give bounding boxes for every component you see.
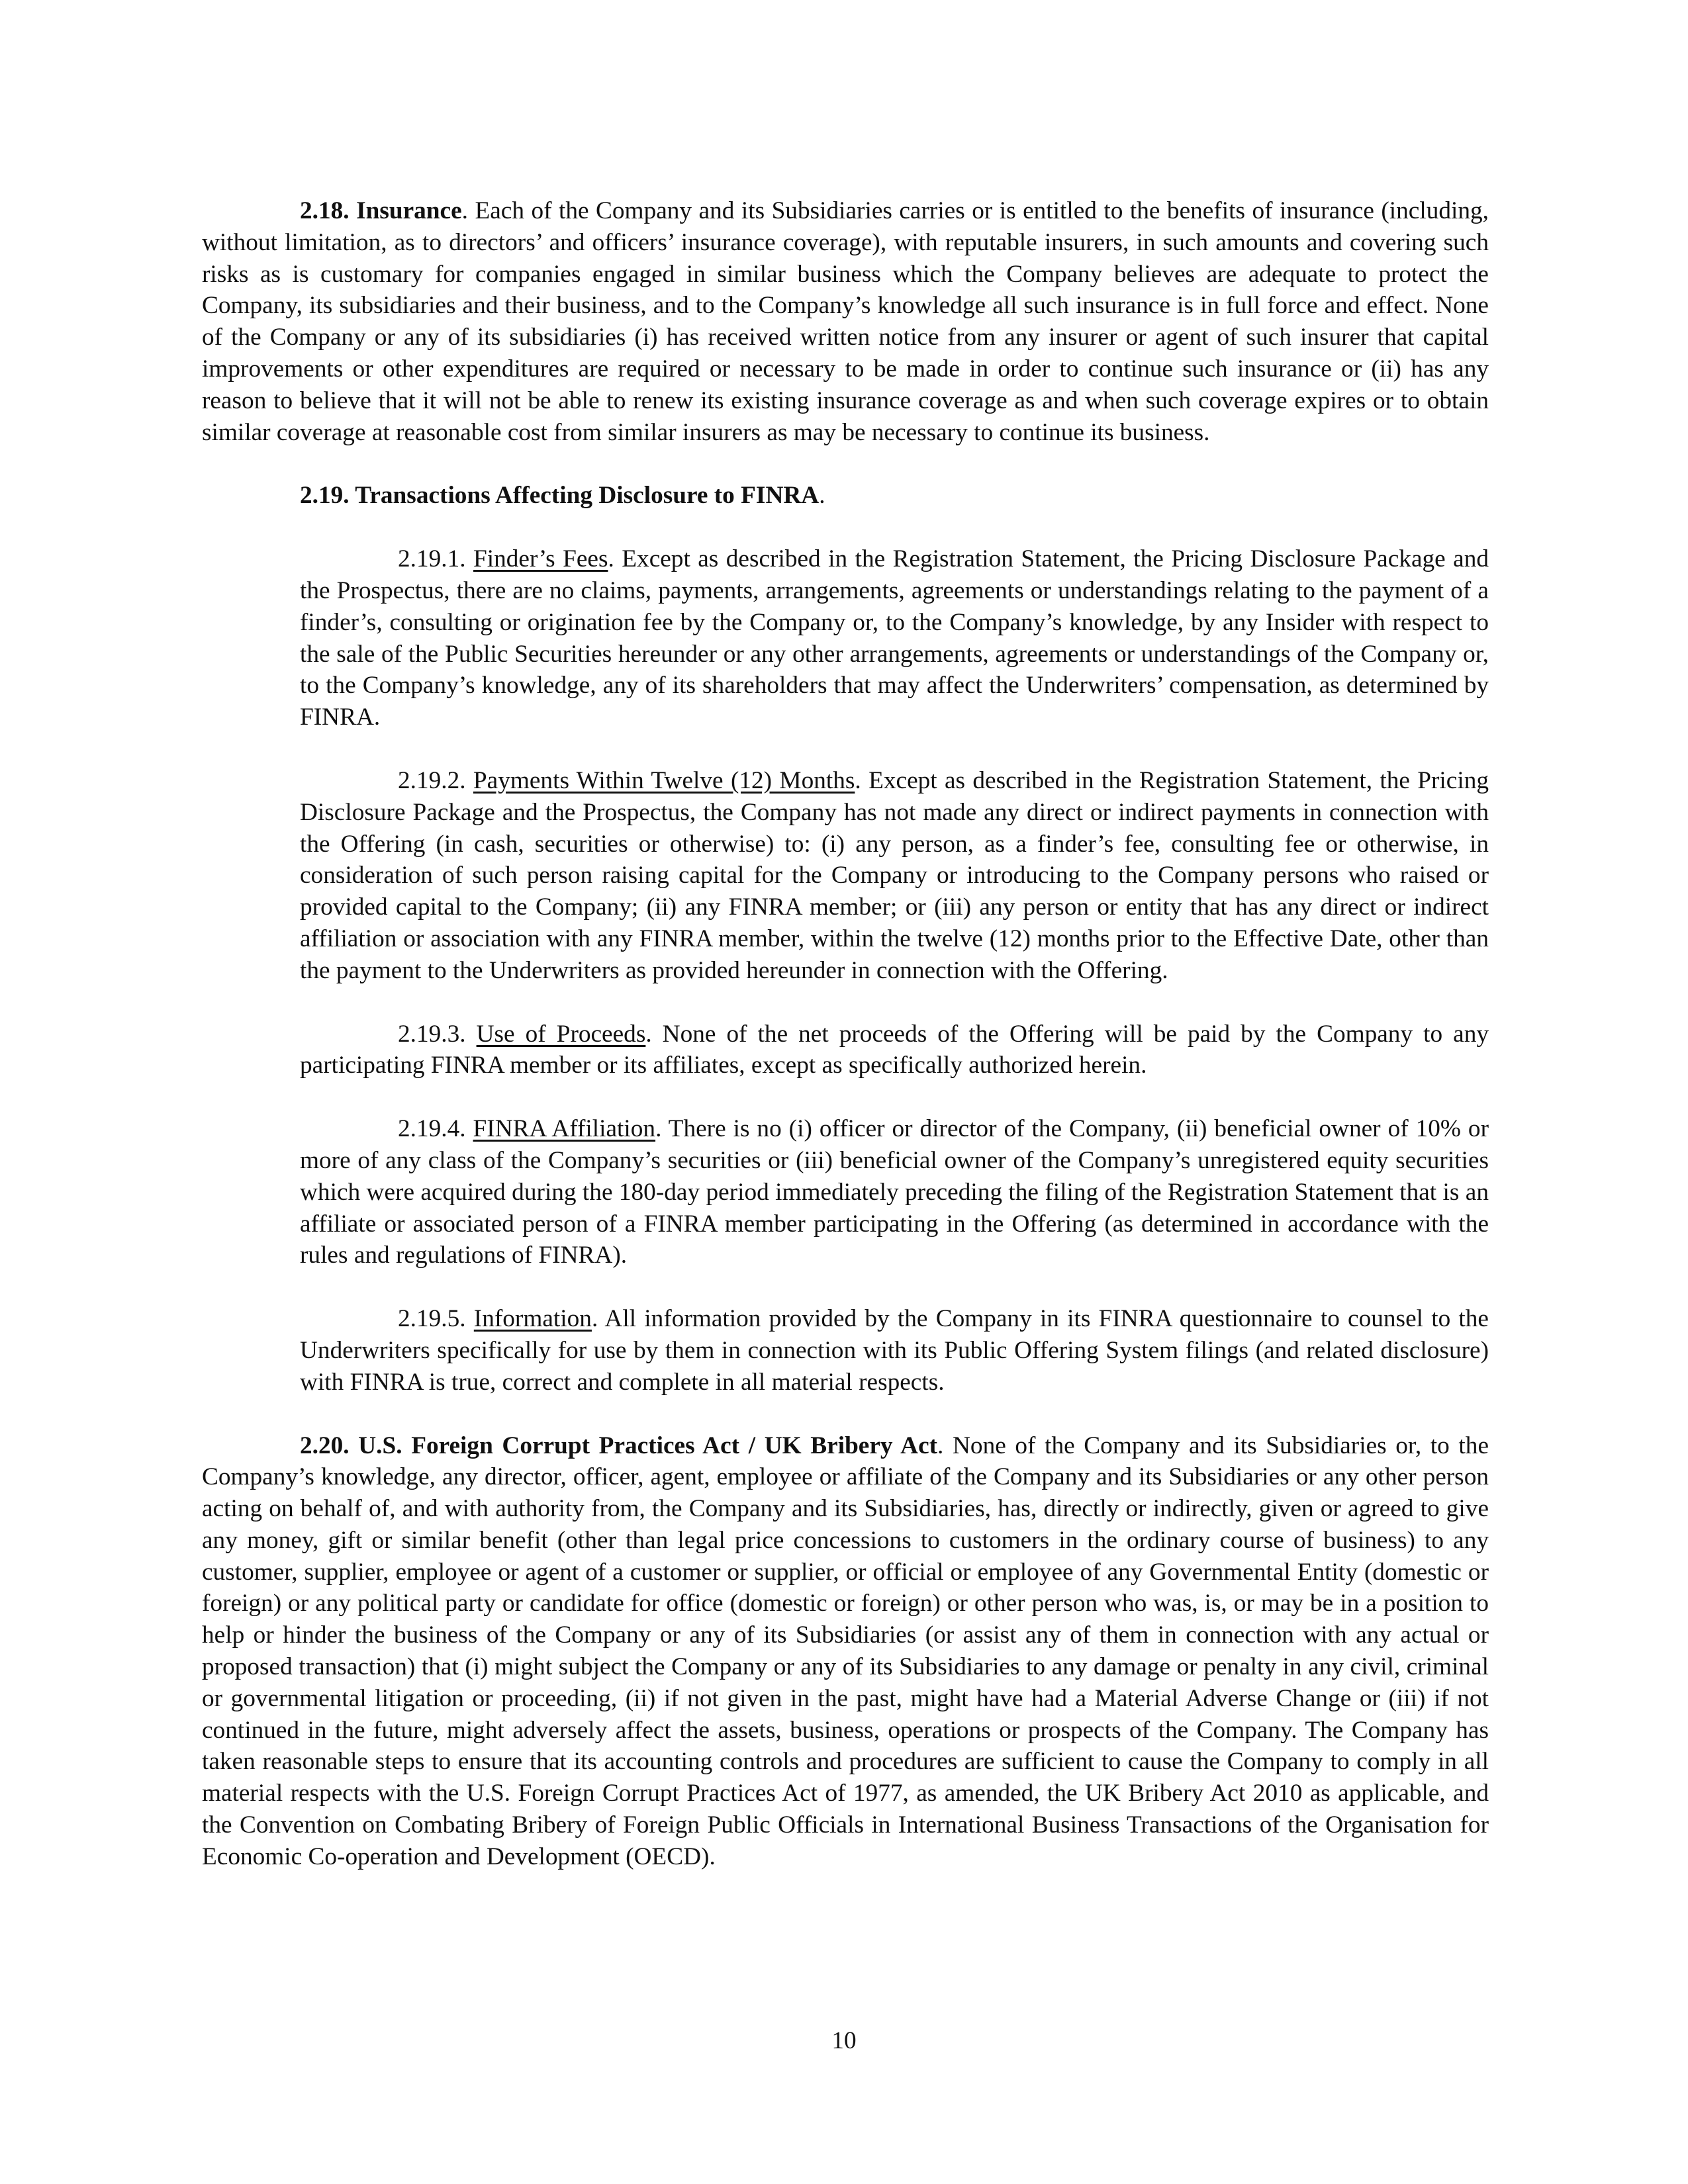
section-2-19-heading bbox=[300, 482, 819, 509]
section-2-20-body: . None of the Company and its Subsidiaries or, to the Company’s knowledge, any director, officer, agent, employee or affiliate of the Company and its Subsidiaries or any other person acting on behalf of, and with authority from, the Company and its Subsidiaries, has, directly or indirectly, given or agreed to give any money, gift or similar benefit (other than legal price concessions to customers in the ordinary course of business) to any customer, supplier, employee or agent of a customer or supplier, or official or employee of any Governmental Entity (domestic or foreign) or any political party or candidate for office (domestic or foreign) or other person who was, is, or may be in a position to help or hinder the business of the Company or any of its Subsidiaries (or assist any of them in connection with any actual or proposed transaction) that (i) might subject the Company or any of its Subsidiaries to any damage or penalty in any civil, criminal or governmental litigation or proceeding, (ii) if not given in the past, might have had a Material Adverse Change or (iii) if not continued in the future, might adversely affect the assets, business, operations or prospects of the Company. The Company has taken reasonable steps to ensure that its accounting controls and procedures are sufficient to cause the Company to comply in all material respects with the U.S. Foreign Corrupt Practices Act of 1977, as amended, the UK Bribery Act 2010 as applicable, and the Convention on Combating Bribery of Foreign Public Officials in International Business Transactions of the Organisation for Economic Co-operation and Development (OECD). bbox=[202, 1432, 1489, 1870]
section-2-19-4-title: FINRA Affiliation bbox=[473, 1115, 656, 1143]
section-2-19-title: Transactions Affecting Disclosure to FINRA bbox=[355, 482, 820, 510]
section-2-19-1-body: . Except as described in the Registration Statement, the Pricing Disclosure Package and the Prospectus, there are no claims, payments, arrangements, agreements or understandings relating to the payment of a finder’s, consulting or origination fee by the Company or, to the Company’s knowledge, by any Insider with respect to the sale of the Public Securities hereunder or any other arrangements, agreements or understandings of the Company or, to the Company’s knowledge, any of its shareholders that may affect the Underwriters’ compensation, as determined by FINRA. bbox=[300, 545, 1489, 731]
section-2-19-2 bbox=[300, 765, 1489, 987]
section-2-19-4 bbox=[300, 1113, 1489, 1271]
section-2-19-2-body: . Except as described in the Registration Statement, the Pricing Disclosure Package and the Prospectus, the Company has not made any direct or indirect payments in connection with the Offering (in cash, securities or otherwise) to: (i) any person, as a finder’s fee, consulting fee or otherwise, in consideration of such person raising capital for the Company or introducing to the Company persons who raised or provided capital to the Company; (ii) any FINRA member; or (iii) any person or entity that has any direct or indirect affiliation or association with any FINRA member, within the twelve (12) months prior to the Effective Date, other than the payment to the Underwriters as provided hereunder in connection with the Offering. bbox=[300, 766, 1489, 984]
section-2-19-number: 2.19. bbox=[300, 482, 350, 510]
section-2-19-5-title: Information bbox=[473, 1305, 592, 1333]
section-2-20 bbox=[202, 1430, 1489, 1873]
section-2-19-2-title: Payments Within Twelve (12) Months bbox=[473, 766, 855, 794]
section-2-18-title: Insurance bbox=[356, 197, 462, 224]
section-2-19-3-body: . None of the net proceeds of the Offering will be paid by the Company to any participating FINRA member or its affiliates, except as specifically authorized herein. bbox=[300, 1020, 1489, 1079]
section-2-20-title: U.S. Foreign Corrupt Practices Act / UK Bribery Act bbox=[358, 1432, 938, 1459]
section-2-20-heading bbox=[300, 1432, 937, 1459]
section-2-19-1 bbox=[300, 543, 1489, 733]
section-2-19 bbox=[300, 480, 1489, 512]
document-page bbox=[202, 195, 1489, 1873]
section-2-19-suffix: . bbox=[819, 482, 825, 510]
section-2-19-5 bbox=[300, 1303, 1489, 1398]
section-2-19-3-number: 2.19.3. bbox=[398, 1020, 466, 1048]
section-2-19-3-title: Use of Proceeds bbox=[476, 1020, 646, 1048]
section-2-18-number: 2.18. bbox=[300, 197, 350, 224]
section-2-18-heading bbox=[300, 197, 462, 224]
section-2-19-5-body: . All information provided by the Company in its FINRA questionnaire to counsel to the Underwriters specifically for use by them in connection with its Public Offering System filings (and related disclosure) with FINRA is true, correct and complete in all material respects. bbox=[300, 1305, 1489, 1396]
section-2-19-5-number: 2.19.5. bbox=[398, 1305, 466, 1333]
section-2-20-number: 2.20. bbox=[300, 1432, 350, 1459]
page-number: 10 bbox=[831, 2027, 857, 2054]
section-2-18 bbox=[202, 195, 1489, 448]
section-2-18-body: . Each of the Company and its Subsidiaries carries or is entitled to the benefits of insurance (including, without limitation, as to directors’ and officers’ insurance coverage), with reputable insurers, in such amounts and covering such risks as is customary for companies engaged in similar business which the Company believes are adequate to protect the Company, its subsidiaries and their business, and to the Company’s knowledge all such insurance is in full force and effect. None of the Company or any of its subsidiaries (i) has received written notice from any insurer or agent of such insurer that capital improvements or other expenditures are required or necessary to be made in order to continue such insurance or (ii) has any reason to believe that it will not be able to renew its existing insurance coverage as and when such coverage expires or to obtain similar coverage at reasonable cost from similar insurers as may be necessary to continue its business. bbox=[202, 197, 1489, 446]
section-2-19-1-number: 2.19.1. bbox=[398, 545, 466, 573]
section-2-19-4-body: . There is no (i) officer or director of the Company, (ii) beneficial owner of 10% or more of any class of the Company’s securities or (iii) beneficial owner of the Company’s unregistered equity securities which were acquired during the 180-day period immediately preceding the filing of the Registration Statement that is an affiliate or associated person of a FINRA member participating in the Offering (as determined in accordance with the rules and regulations of FINRA). bbox=[300, 1115, 1489, 1269]
section-2-19-4-number: 2.19.4. bbox=[398, 1115, 466, 1143]
section-2-19-3 bbox=[300, 1019, 1489, 1082]
section-2-19-1-title: Finder’s Fees bbox=[473, 545, 608, 573]
section-2-19-2-number: 2.19.2. bbox=[398, 766, 466, 794]
